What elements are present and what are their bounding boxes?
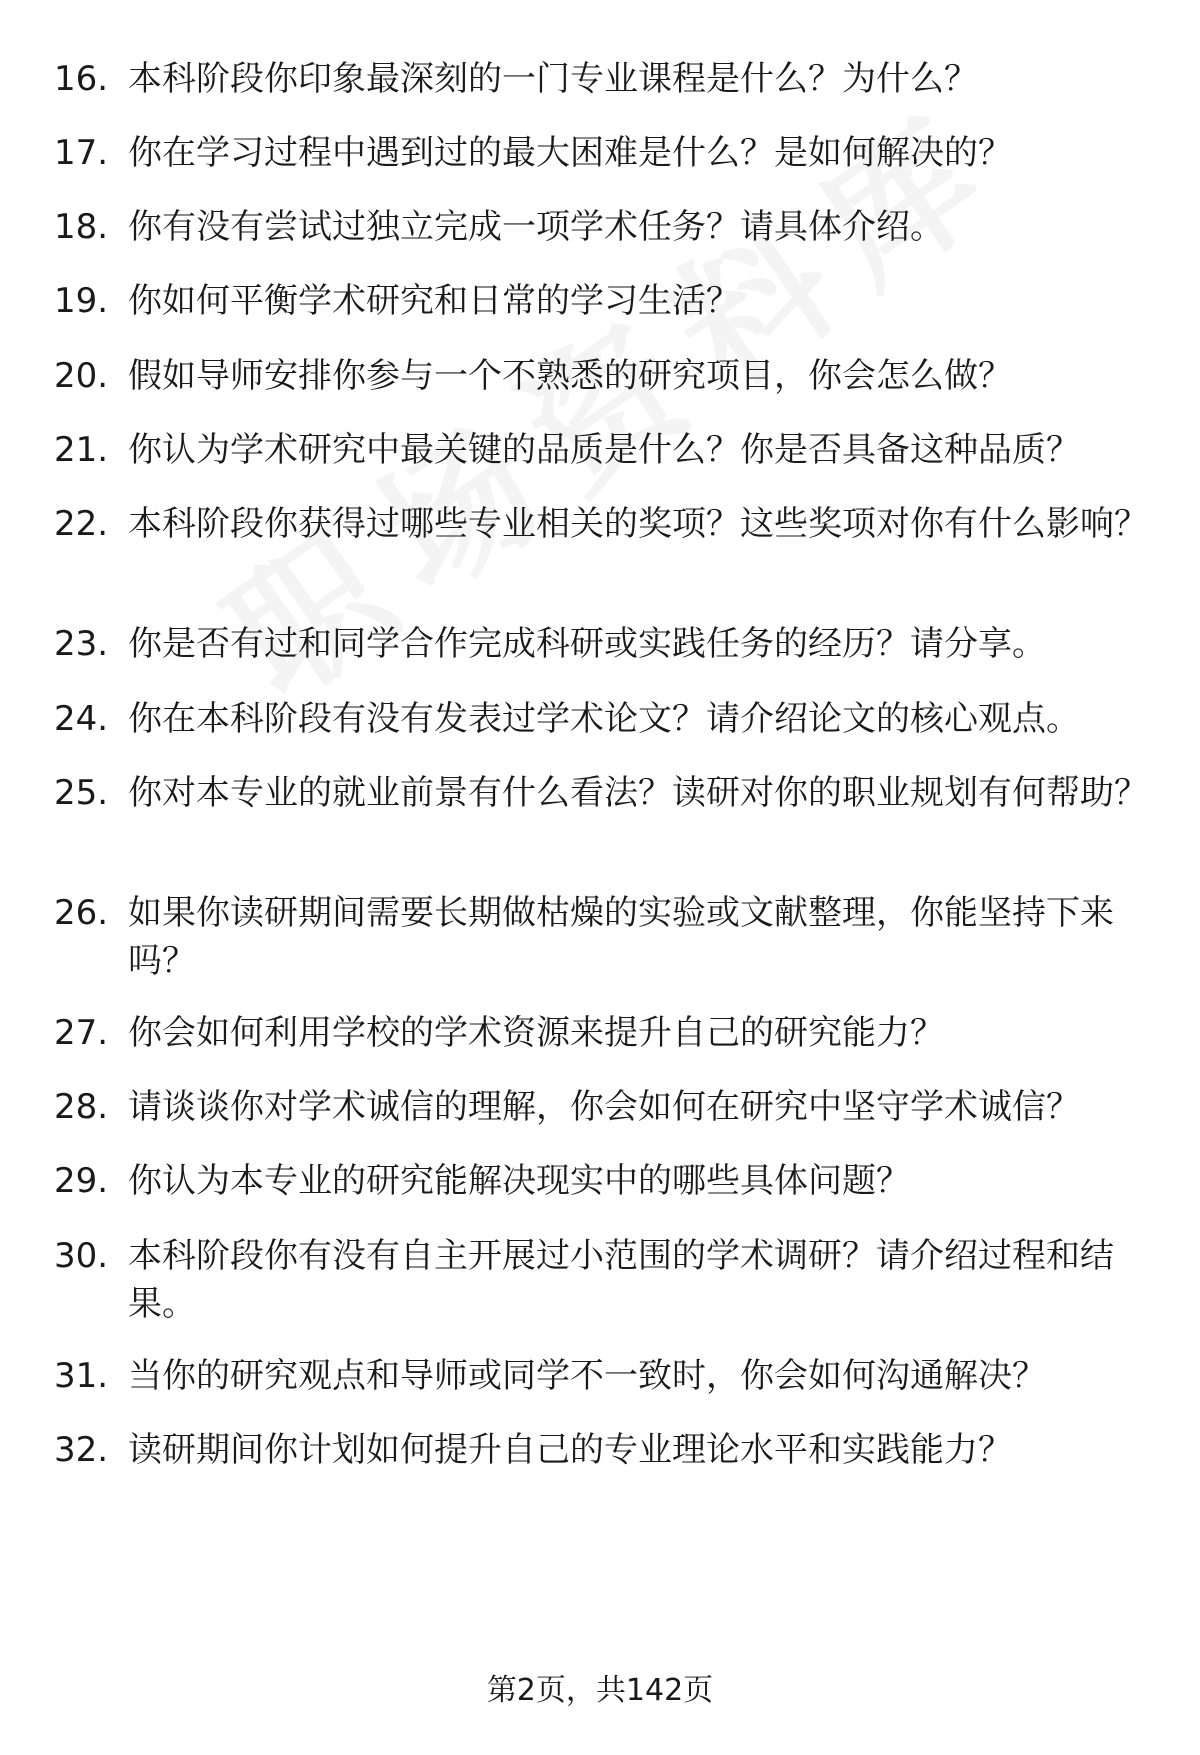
question-number: 28.	[54, 1087, 109, 1127]
question-number: 17.	[54, 133, 109, 173]
question-number: 26.	[54, 893, 109, 933]
question-number: 22.	[54, 504, 109, 544]
question-number: 21.	[54, 430, 109, 470]
question-number: 27.	[54, 1013, 109, 1053]
question-text: 当你的研究观点和导师或同学不一致时，你会如何沟通解决？	[128, 1356, 1046, 1396]
question-text: 请谈谈你对学术诚信的理解，你会如何在研究中坚守学术诚信？	[128, 1087, 1080, 1127]
question-text: 本科阶段你获得过哪些专业相关的奖项？这些奖项对你有什么影响？	[128, 504, 1148, 544]
question-text: 本科阶段你印象最深刻的一门专业课程是什么？为什么？	[128, 59, 978, 99]
question-text: 你有没有尝试过独立完成一项学术任务？请具体介绍。	[128, 207, 944, 247]
question-number: 25.	[54, 773, 109, 813]
question-number: 16.	[54, 59, 109, 99]
question-number: 29.	[54, 1161, 109, 1201]
question-text: 你会如何利用学校的学术资源来提升自己的研究能力？	[128, 1013, 944, 1053]
question-text: 你认为本专业的研究能解决现实中的哪些具体问题？	[128, 1161, 910, 1201]
question-number: 18.	[54, 207, 109, 247]
question-number: 30.	[54, 1236, 109, 1276]
question-text: 你对本专业的就业前景有什么看法？读研对你的职业规划有何帮助？	[128, 773, 1148, 813]
question-number: 24.	[54, 699, 109, 739]
question-number: 23.	[54, 624, 109, 664]
question-number: 32.	[54, 1430, 109, 1470]
question-number: 31.	[54, 1356, 109, 1396]
question-text: 如果你读研期间需要长期做枯燥的实验或文献整理，你能坚持下来吗？	[128, 893, 1114, 981]
page-footer: 第2页，共142页	[486, 1673, 714, 1708]
question-text: 你是否有过和同学合作完成科研或实践任务的经历？请分享。	[128, 624, 1046, 664]
question-text: 你如何平衡学术研究和日常的学习生活？	[128, 281, 740, 321]
question-text: 你在学习过程中遇到过的最大困难是什么？是如何解决的？	[128, 133, 1012, 173]
question-text: 你在本科阶段有没有发表过学术论文？请介绍论文的核心观点。	[128, 699, 1080, 739]
question-text: 读研期间你计划如何提升自己的专业理论水平和实践能力？	[128, 1430, 1012, 1470]
question-text: 本科阶段你有没有自主开展过小范围的学术调研？请介绍过程和结果。	[128, 1236, 1114, 1324]
question-number: 20.	[54, 356, 109, 396]
question-text: 假如导师安排你参与一个不熟悉的研究项目，你会怎么做？	[128, 356, 1012, 396]
question-text: 你认为学术研究中最关键的品质是什么？你是否具备这种品质？	[128, 430, 1080, 470]
question-number: 19.	[54, 281, 109, 321]
